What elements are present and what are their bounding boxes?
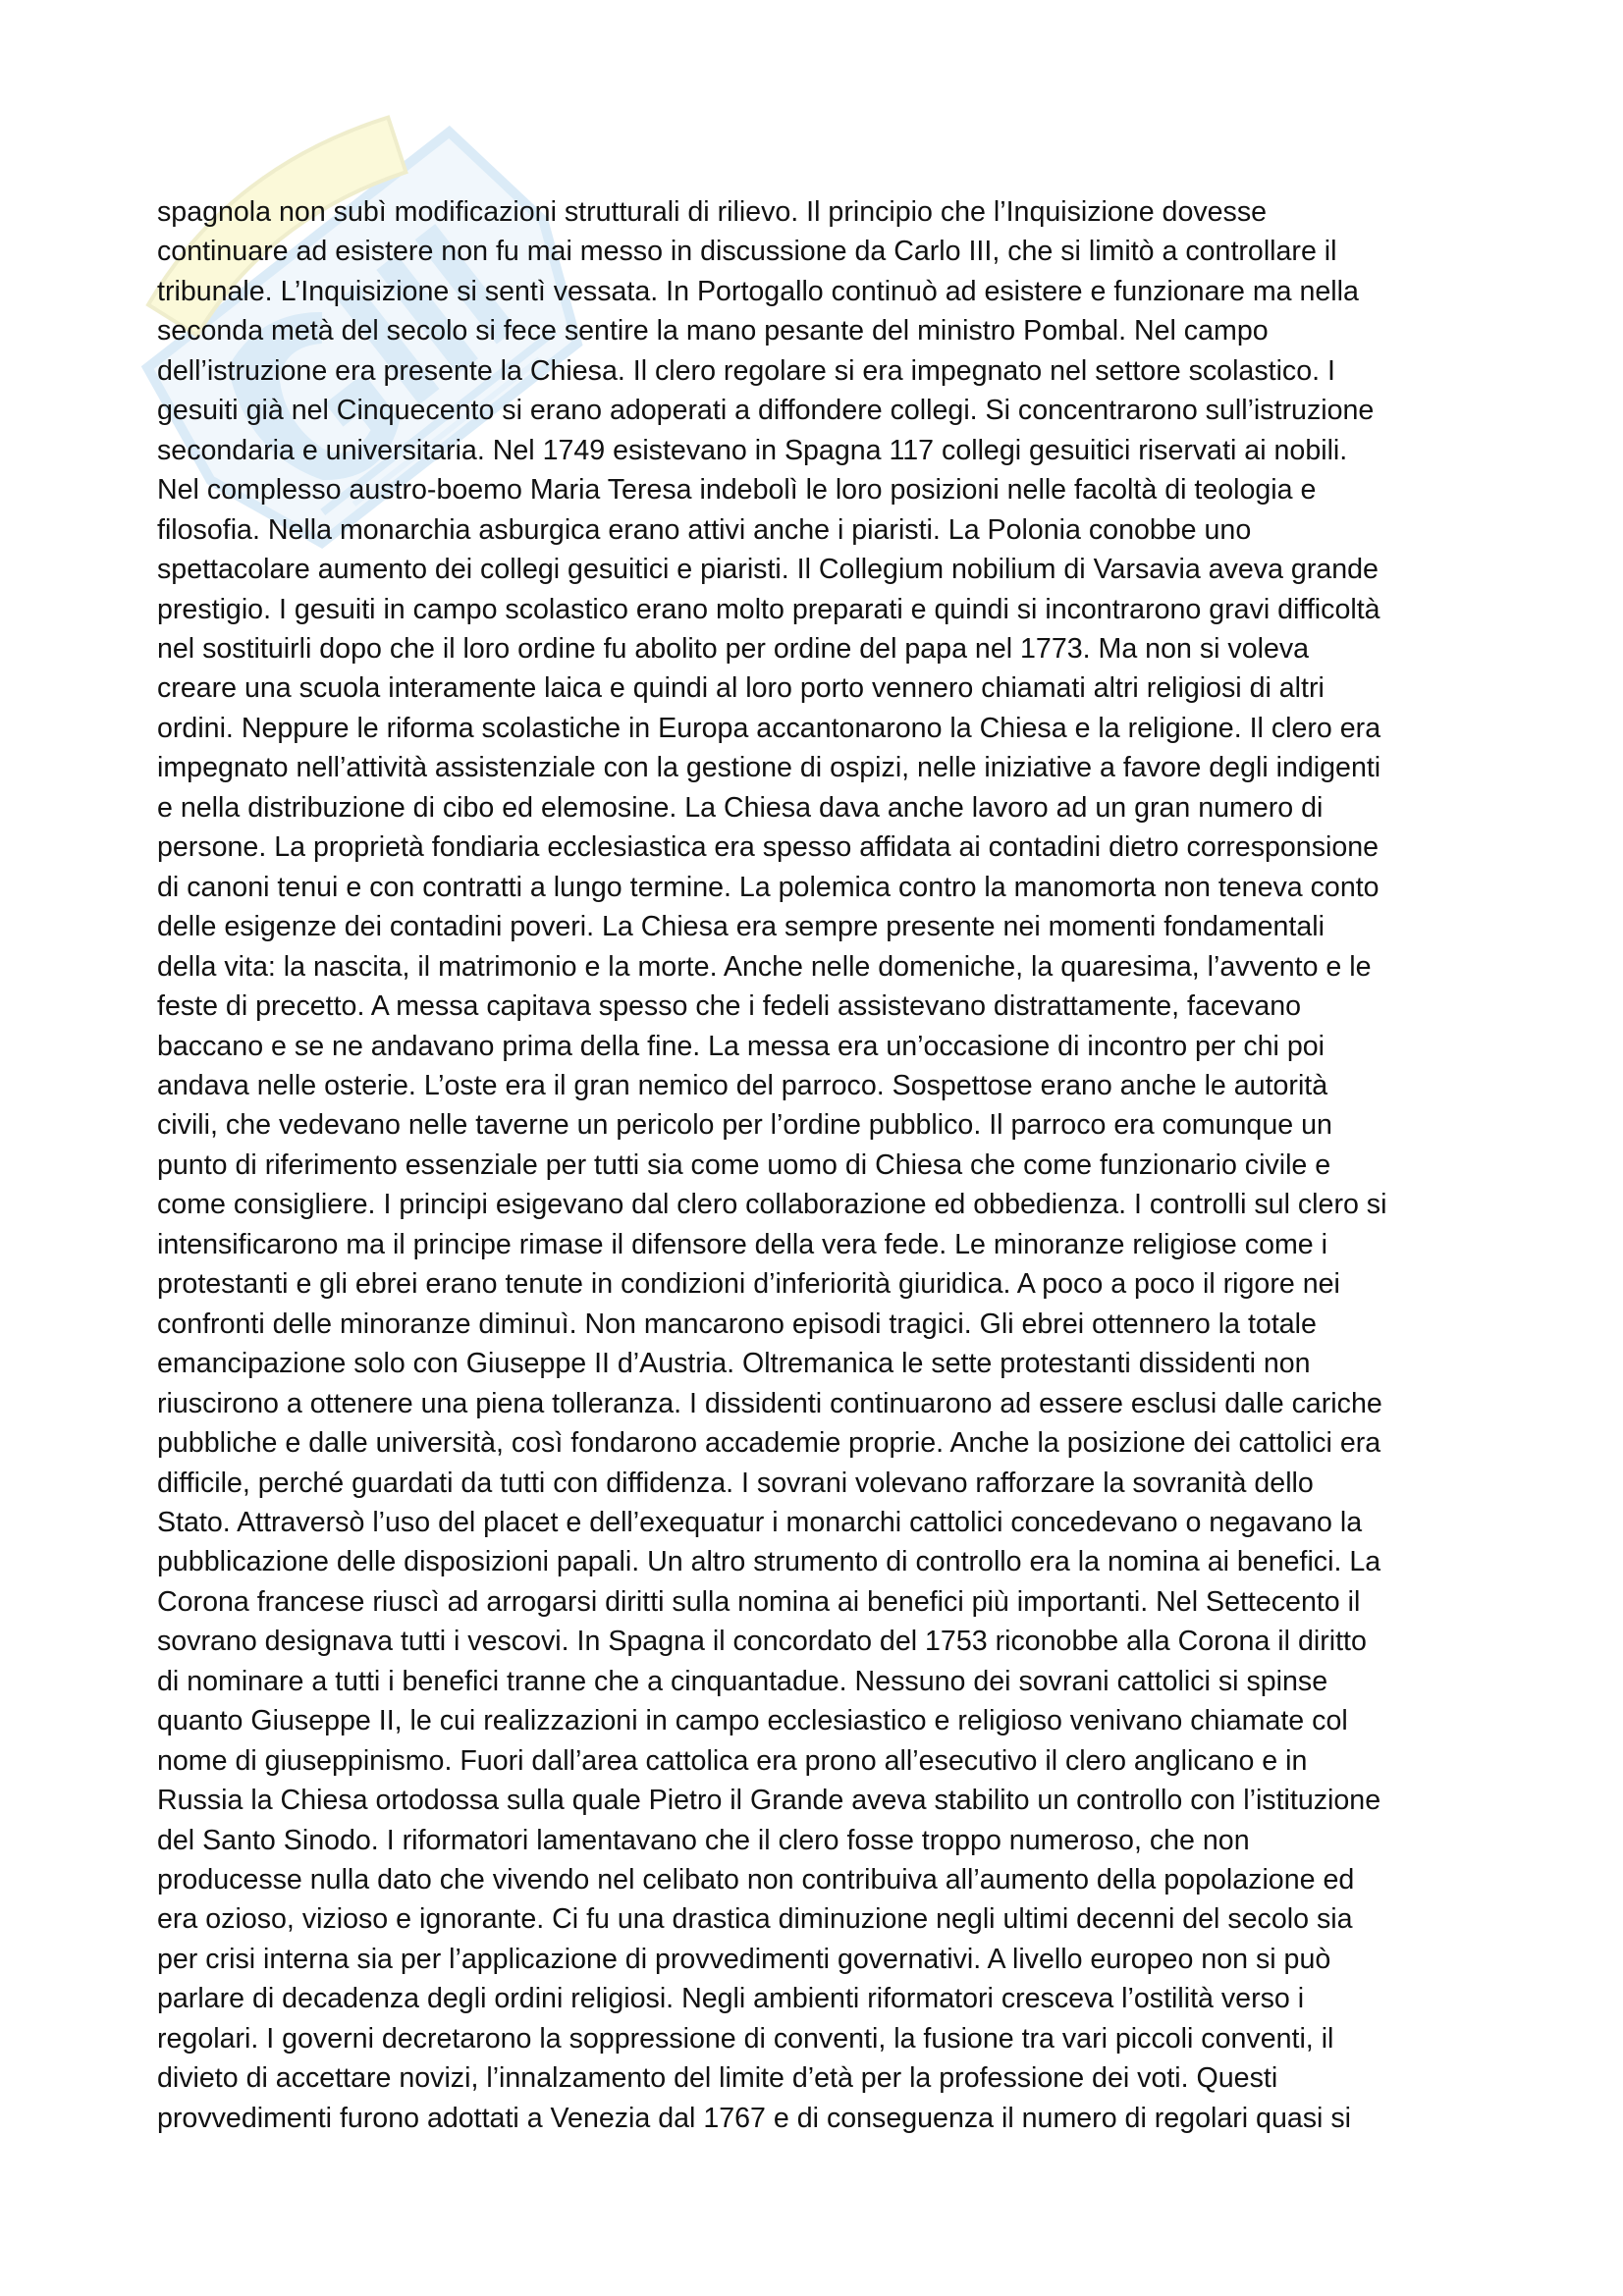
text-line: secondaria e universitaria. Nel 1749 esistevano in Spagna 117 collegi gesuitici riservati ai nobili. xyxy=(157,434,1348,466)
text-line: punto di riferimento essenziale per tutti sia come uomo di Chiesa che come funzionario civile e xyxy=(157,1148,1331,1181)
text-line: prestigio. I gesuiti in campo scolastico erano molto preparati e quindi si incontrarono gravi difficoltà xyxy=(157,593,1380,625)
text-line: impegnato nell’attività assistenziale con la gestione di ospizi, nelle iniziative a favore degli indigenti xyxy=(157,752,1381,784)
text-line: sovrano designava tutti i vescovi. In Spagna il concordato del 1753 riconobbe alla Corona il diritto xyxy=(157,1626,1367,1658)
text-line: gesuiti già nel Cinquecento si erano adoperati a diffondere collegi. Si concentrarono sull’istruzione xyxy=(157,395,1375,427)
text-line: spagnola non subì modificazioni strutturali di rilievo. Il principio che l’Inquisizione dovesse xyxy=(157,196,1268,228)
text-line: della vita: la nascita, il matrimonio e la morte. Anche nelle domeniche, la quaresima, l’avvento e le xyxy=(157,950,1372,983)
text-line: baccano e se ne andavano prima della fine. La messa era un’occasione di incontro per chi poi xyxy=(157,1030,1325,1062)
text-line: di nominare a tutti i benefici tranne che a cinquantadue. Nessuno dei sovrani cattolici si spinse xyxy=(157,1665,1328,1697)
text-line: andava nelle osterie. L’oste era il gran nemico del parroco. Sospettose erano anche le autorità xyxy=(157,1069,1328,1101)
text-line: producesse nulla dato che vivendo nel celibato non contribuiva all’aumento della popolazione ed xyxy=(157,1864,1355,1896)
text-line: nome di giuseppinismo. Fuori dall’area cattolica era prono all’esecutivo il clero anglicano e in xyxy=(157,1744,1308,1777)
text-line: emancipazione solo con Giuseppe II d’Austria. Oltremanica le sette protestanti dissidenti non xyxy=(157,1348,1311,1380)
text-line: era ozioso, vizioso e ignorante. Ci fu una drastica diminuzione negli ultimi decenni del secolo sia xyxy=(157,1903,1353,1936)
text-line: protestanti e gli ebrei erano tenute in condizioni d’inferiorità giuridica. A poco a poco il rigore nei xyxy=(157,1268,1340,1301)
text-line: intensificarono ma il principe rimase il difensore della vera fede. Le minoranze religiose come i xyxy=(157,1228,1327,1260)
text-line: divieto di accettare novizi, l’innalzamento del limite d’età per la professione dei voti. Questi xyxy=(157,2062,1278,2095)
text-line: tribunale. L’Inquisizione si sentì vessata. In Portogallo continuò ad esistere e funzionare ma nella xyxy=(157,275,1359,307)
text-line: pubblicazione delle disposizioni papali. Un altro strumento di controllo era la nomina ai benefici. La xyxy=(157,1546,1381,1578)
text-line: confronti delle minoranze diminuì. Non mancarono episodi tragici. Gli ebrei ottennero la totale xyxy=(157,1308,1317,1340)
text-line: di canoni tenui e con contratti a lungo termine. La polemica contro la manomorta non teneva conto xyxy=(157,871,1380,903)
text-line: Nel complesso austro-boemo Maria Teresa indebolì le loro posizioni nelle facoltà di teologia e xyxy=(157,474,1317,507)
text-line: Stato. Attraversò l’uso del placet e dell’exequatur i monarchi cattolici concedevano o negavano la xyxy=(157,1506,1363,1538)
text-line: delle esigenze dei contadini poveri. La Chiesa era sempre presente nei momenti fondamentali xyxy=(157,911,1325,943)
text-line: filosofia. Nella monarchia asburgica erano attivi anche i piaristi. La Polonia conobbe uno xyxy=(157,513,1252,546)
text-line: ordini. Neppure le riforma scolastiche in Europa accantonarono la Chiesa e la religione. Il clero era xyxy=(157,712,1381,744)
text-line: continuare ad esistere non fu mai messo in discussione da Carlo III, che si limitò a controllare il xyxy=(157,236,1337,268)
text-line: persone. La proprietà fondiaria ecclesiastica era spesso affidata ai contadini dietro corresponsione xyxy=(157,831,1380,864)
text-line: dell’istruzione era presente la Chiesa. Il clero regolare si era impegnato nel settore scolastico. I xyxy=(157,354,1335,387)
text-line: regolari. I governi decretarono la soppressione di conventi, la fusione tra vari piccoli conventi, il xyxy=(157,2022,1334,2055)
text-line: del Santo Sinodo. I riformatori lamentavano che il clero fosse troppo numeroso, che non xyxy=(157,1824,1250,1856)
text-line: difficile, perché guardati da tutti con diffidenza. I sovrani volevano rafforzare la sovranità dello xyxy=(157,1467,1314,1499)
text-line: pubbliche e dalle università, così fondarono accademie proprie. Anche la posizione dei cattolici era xyxy=(157,1427,1381,1460)
text-line: quanto Giuseppe II, le cui realizzazioni in campo ecclesiastico e religioso venivano chiamate col xyxy=(157,1705,1348,1737)
text-line: Russia la Chiesa ortodossa sulla quale Pietro il Grande aveva stabilito un controllo con l’istituzione xyxy=(157,1785,1381,1817)
text-line: Corona francese riuscì ad arrogarsi diritti sulla nomina ai benefici più importanti. Nel Settecento il xyxy=(157,1585,1361,1618)
text-line: e nella distribuzione di cibo ed elemosine. La Chiesa dava anche lavoro ad un gran numero di xyxy=(157,791,1324,824)
text-line: nel sostituirli dopo che il loro ordine fu abolito per ordine del papa nel 1773. Ma non si voleva xyxy=(157,632,1310,665)
text-line: parlare di decadenza degli ordini religiosi. Negli ambienti riformatori cresceva l’ostilità verso i xyxy=(157,1983,1305,2015)
text-line: creare una scuola interamente laica e quindi al loro porto vennero chiamati altri religiosi di altri xyxy=(157,672,1325,705)
text-line: per crisi interna sia per l’applicazione di provvedimenti governativi. A livello europeo non si può xyxy=(157,1943,1331,1975)
text-line: civili, che vedevano nelle taverne un pericolo per l’ordine pubblico. Il parroco era comunque un xyxy=(157,1109,1332,1142)
text-line: feste di precetto. A messa capitava spesso che i fedeli assistevano distrattamente, facevano xyxy=(157,990,1302,1023)
text-line: provvedimenti furono adottati a Venezia dal 1767 e di conseguenza il numero di regolari quasi si xyxy=(157,2102,1352,2134)
text-line: seconda metà del secolo si fece sentire la mano pesante del ministro Pombal. Nel campo xyxy=(157,315,1269,347)
text-line: riuscirono a ottenere una piena tolleranza. I dissidenti continuarono ad essere esclusi dalle cariche xyxy=(157,1387,1382,1419)
text-line: spettacolare aumento dei collegi gesuitici e piaristi. Il Collegium nobilium di Varsavia aveva grande xyxy=(157,554,1379,586)
document-body-text xyxy=(157,192,1492,2138)
text-line: come consigliere. I principi esigevano dal clero collaborazione ed obbedienza. I controlli sul clero si xyxy=(157,1189,1387,1221)
